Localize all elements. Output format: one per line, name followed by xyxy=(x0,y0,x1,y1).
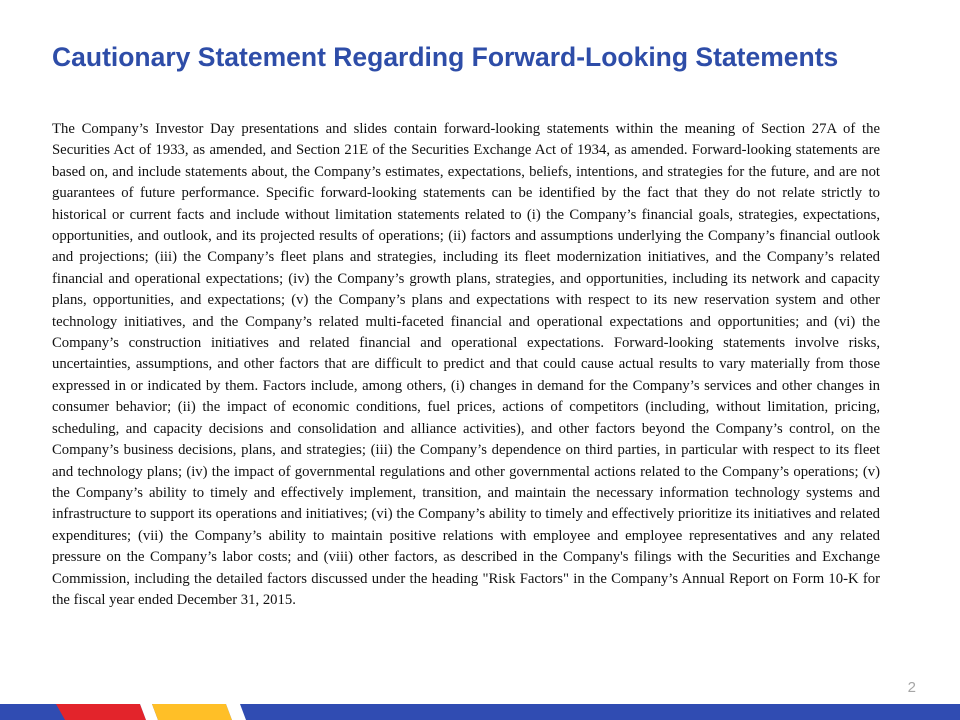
slide-title: Cautionary Statement Regarding Forward-Looking Statements xyxy=(52,42,839,72)
footer-color-stripe xyxy=(0,704,960,720)
footer-stripe-yellow xyxy=(152,704,232,720)
footer-stripe-graphic xyxy=(0,704,960,720)
page-number: 2 xyxy=(907,679,916,696)
footer-stripe-red xyxy=(56,704,146,720)
cautionary-statement-body: The Company’s Investor Day presentations and slides contain forward-looking statements within the meaning of Section 27A of the Securities Act of 1933, as amended, and Section 21E of the Securities Exchange Act of 1934, as amended. Forward-looking statements are based on, and include statements about, the Company’s estimates, expectations, beliefs, intentions, and strategies for the future, and are not guarantees of future performance. Specific forward-looking statements can be identified by the fact that they do not relate strictly to historical or current facts and include without limitation statements related to (i) the Company’s financial goals, strategies, expectations, opportunities, and outlook, and its projected results of operations; (ii) factors and assumptions underlying the Company’s financial outlook and projections; (iii) the Company’s fleet plans and strategies, including its fleet modernization initiatives, and the Company’s related financial and operational expectations; (iv) the Company’s growth plans, strategies, and opportunities, including its network and capacity plans, opportunities, and expectations; (v) the Company’s plans and expectations with respect to its new reservation system and other technology initiatives, and the Company’s related multi-faceted financial and operational expectations and opportunities; and (vi) the Company’s construction initiatives and related financial and operational expectations. Forward-looking statements involve risks, uncertainties, assumptions, and other factors that are difficult to predict and that could cause actual results to vary materially from those expressed in or indicated by them. Factors include, among others, (i) changes in demand for the Company’s services and other changes in consumer behavior; (ii) the impact of economic conditions, fuel prices, actions of competitors (including, without limitation, pricing, scheduling, and capacity decisions and consolidation and alliance activities), and other factors beyond the Company’s control, on the Company’s business decisions, plans, and strategies; (iii) the Company’s dependence on third parties, in particular with respect to its fleet and technology plans; (iv) the impact of governmental regulations and other governmental actions related to the Company’s operations; (v) the Company’s ability to timely and effectively implement, transition, and maintain the necessary information technology systems and infrastructure to support its operations and initiatives; (vi) the Company’s ability to timely and effectively prioritize its initiatives and related expenditures; (vii) the Company’s ability to maintain positive relations with employee and employee representatives and any related pressure on the Company’s labor costs; and (viii) other factors, as described in the Company's filings with the Securities and Exchange Commission, including the detailed factors discussed under the heading "Risk Factors" in the Company’s Annual Report on Form 10-K for the fiscal year ended December 31, 2015. xyxy=(52,121,880,608)
